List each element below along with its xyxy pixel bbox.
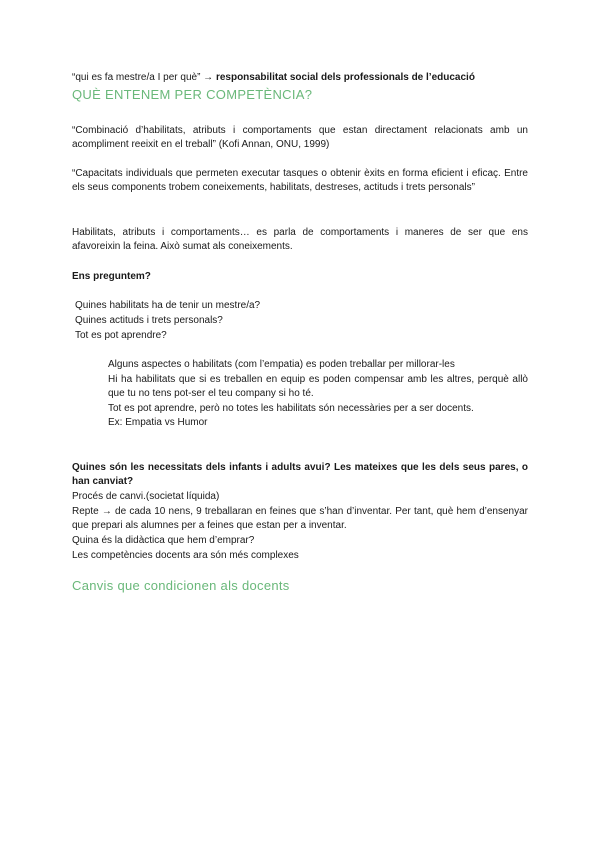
line-competencies: Les competències docents ara són més complexes [72, 550, 299, 561]
indented-line-3: Tot es pot aprendre, però no totes les habilitats són necessàries per a ser docents. [108, 403, 474, 414]
indented-line-4: Ex: Empatia vs Humor [108, 417, 208, 428]
intro-bold: responsabilitat social dels professionals de l’educació [215, 72, 475, 83]
indented-line-1: Alguns aspectes o habilitats (com l’empatia) es poden treballar per millorar-les [108, 359, 455, 370]
line-didactica: Quina és la didàctica que hem d’emprar? [72, 535, 255, 546]
subheading-preguntem: Ens preguntem? [72, 271, 151, 282]
line-repte: Repte → de cada 10 nens, 9 treballaran en feines que s’han d’inventar. Per tant, què hem d’ensenyar que prepari als alumnes per a feines que estan per a inventar. [72, 506, 528, 531]
quote-annan: “Combinació d’habilitats, atributs i comportaments que estan directament relacionats amb un acompliment reeixit en el treball” (Kofi Annan, ONU, 1999) [72, 125, 528, 150]
intro-prefix: “qui es fa mestre/a I per què” → [72, 72, 216, 83]
intro-line [72, 71, 475, 85]
paragraph-habilitats: Habilitats, atributs i comportaments… es parla de comportaments i maneres de ser que ens afavoreixin la feina. Això sumat als coneixements. [72, 227, 528, 252]
quote-capacitats: “Capacitats individuals que permeten executar tasques o obtenir èxits en forma eficient i eficaç. Entre els seus components trobem coneixements, habilitats, destreses, actituds i trets personals” [72, 168, 528, 193]
question-item: Tot es pot aprendre? [75, 330, 167, 341]
heading-competencia: QUÈ ENTENEM PER COMPETÈNCIA? [72, 87, 313, 102]
bold-question: Quines són les necessitats dels infants i adults avui? Les mateixes que les dels seus pares, o han canviat? [72, 462, 528, 487]
line-canvi: Procés de canvi.(societat líquida) [72, 491, 220, 502]
indented-line-2: Hi ha habilitats que si es treballen en equip es poden compensar amb les altres, perquè allò que tu no tens pot-ser el teu company si ho té. [108, 374, 528, 399]
question-item: Quines habilitats ha de tenir un mestre/a? [75, 300, 261, 311]
question-item: Quines actituds i trets personals? [75, 315, 223, 326]
heading-canvis: Canvis que condicionen als docents [72, 578, 290, 593]
